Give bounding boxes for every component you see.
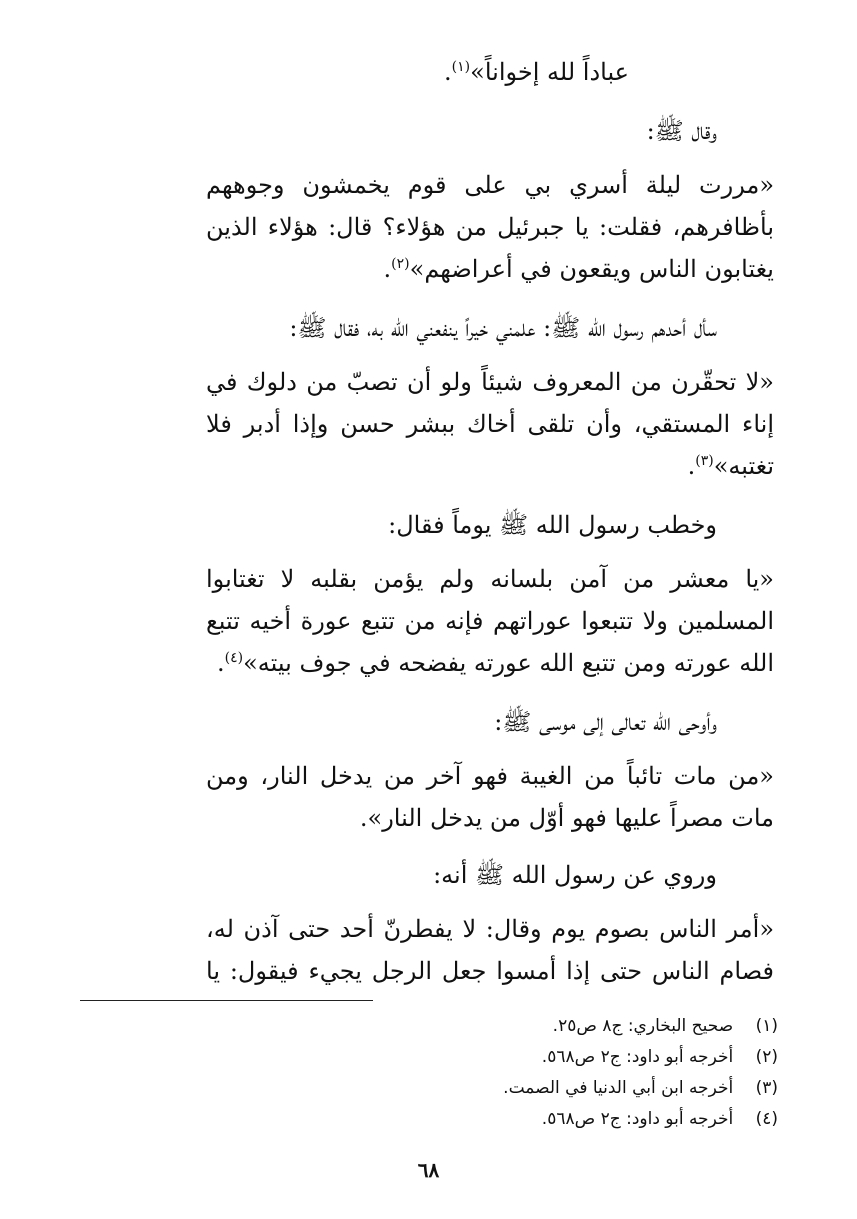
text-line: وأوحى الله تعالى إلى موسى ﷺ: — [494, 708, 717, 736]
footnote: (٤) أخرجه أبو داود: ج٢ ص٥٦٨. — [541, 1109, 778, 1129]
text-line: تغتبه»$^{(٣)}$. — [687, 452, 774, 480]
text-line: يغتابون الناس ويقعون في أعراضهم»$^{(٢)}$. — [383, 255, 774, 283]
footnote-ref: (٣) — [695, 453, 714, 469]
text-line: «أمر الناس بصوم يوم وقال: لا يفطرنّ أحد حتى آذن له، — [206, 915, 774, 943]
text-line: وخطب رسول الله ﷺ يوماً فقال: — [388, 511, 717, 539]
footnote-ref: (٤) — [224, 650, 244, 666]
text-line: إناء المستقي، وأن تلقى أخاك ببشر حسن وإذا أدبر فلا — [206, 410, 774, 438]
text-line: فصام الناس حتى إذا أمسوا جعل الرجل يجيء فيقول: يا — [206, 957, 775, 985]
footnote: (٢) أخرجه أبو داود: ج٢ ص٥٦٨. — [541, 1047, 778, 1067]
text-line: سأل أحدهم رسول الله ﷺ: علمني خيراً ينفعني الله به، فقال ﷺ: — [289, 314, 717, 342]
text-line: «يا معشر من آمن بلسانه ولم يؤمن بقلبه لا تغتابوا — [206, 565, 774, 593]
text-line: بأظافرهم، فقلت: يا جبرئيل من هؤلاء؟ قال: هؤلاء الذين — [206, 213, 774, 241]
text-line: «من مات تائباً من الغيبة فهو آخر من يدخل النار، ومن — [206, 762, 774, 790]
page-number: ٦٨ — [417, 1158, 440, 1182]
text-line: عباداً لله إخواناً»$^{(١)}$. — [444, 58, 629, 86]
text-line: الله عورته ومن تتبع الله عورته يفضحه في جوف بيته»$^{(٤)}$. — [216, 649, 774, 677]
text-line: وقال ﷺ: — [646, 117, 717, 145]
footnote: (١) صحيح البخاري: ج٨ ص٢٥. — [552, 1016, 778, 1036]
footnote: (٣) أخرجه ابن أبي الدنيا في الصمت. — [503, 1078, 778, 1098]
text-line: «لا تحقّرن من المعروف شيئاً ولو أن تصبّ من دلوك في — [206, 368, 774, 396]
text-line: وروي عن رسول الله ﷺ أنه: — [433, 861, 717, 889]
text-line: المسلمين ولا تتبعوا عوراتهم فإنه من تتبع عورة أخيه تتبع — [206, 607, 774, 635]
footnote-separator — [80, 1000, 373, 1001]
footnote-ref: (١) — [451, 59, 471, 75]
footnote-ref: (٢) — [391, 256, 410, 272]
text-line: مات مصراً عليها فهو أوّل من يدخل النار». — [359, 804, 774, 832]
text-line: «مررت ليلة أسري بي على قوم يخمشون وجوههم — [206, 171, 774, 199]
